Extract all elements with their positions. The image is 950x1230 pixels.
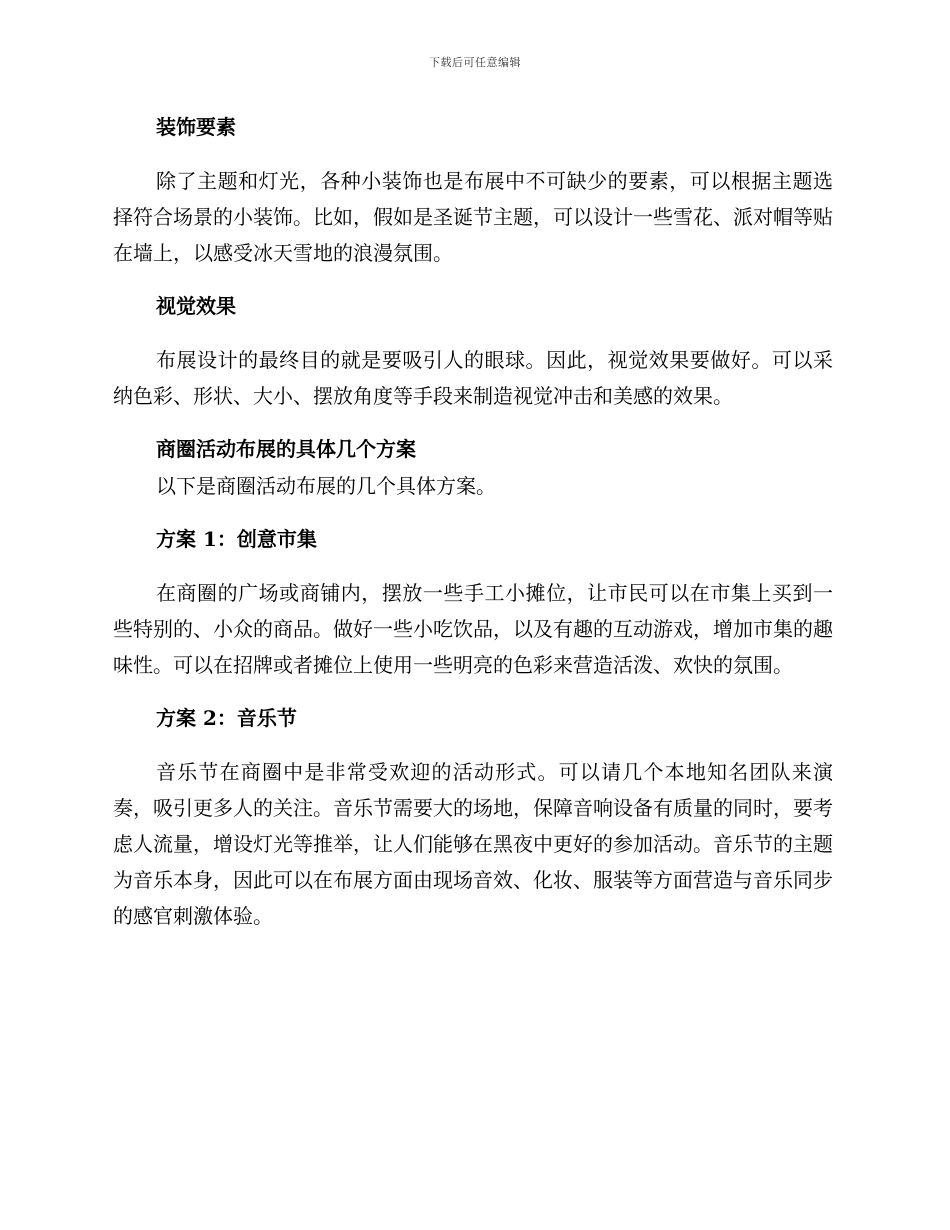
section-heading-plan2: 方案 2：音乐节 — [156, 706, 297, 730]
section-heading-visual: 视觉效果 — [156, 294, 236, 318]
paragraph-plan2: 音乐节在商圈中是非常受欢迎的活动形式。可以请几个本地知名团队来演奏，吸引更多人的关注。音乐节需要大的场地，保障音响设备有质量的同时，要考虑人流量，增设灯光等推举，让人们能够在黑夜中更好的参加活动。音乐节的主题为音乐本身，因此可以在布展方面由现场音效、化妆、服装等方面营造与音乐同步的感官刺激体验。 — [113, 760, 833, 928]
paragraph-plan1: 在商圈的广场或商铺内，摆放一些手工小摊位，让市民可以在市集上买到一些特别的、小众的商品。做好一些小吃饮品，以及有趣的互动游戏，增加市集的趣味性。可以在招牌或者摊位上使用一些明亮的色彩来营造活泼、欢快的氛围。 — [113, 581, 833, 677]
paragraph-visual: 布展设计的最终目的就是要吸引人的眼球。因此，视觉效果要做好。可以采纳色彩、形状、大小、摆放角度等手段来制造视觉冲击和美感的效果。 — [113, 348, 833, 408]
paragraph-plans-intro: 以下是商圈活动布展的几个具体方案。 — [156, 474, 496, 498]
section-heading-plans: 商圈活动布展的具体几个方案 — [156, 437, 416, 461]
section-heading-plan1: 方案 1：创意市集 — [156, 527, 317, 551]
section-heading-decoration: 装饰要素 — [156, 115, 236, 139]
paragraph-decoration: 除了主题和灯光，各种小装饰也是布展中不可缺少的要素，可以根据主题选择符合场景的小装饰。比如，假如是圣诞节主题，可以设计一些雪花、派对帽等贴在墙上，以感受冰天雪地的浪漫氛围。 — [113, 169, 833, 265]
page-header: 下载后可任意编辑 — [429, 56, 521, 69]
document-body — [113, 108, 833, 934]
